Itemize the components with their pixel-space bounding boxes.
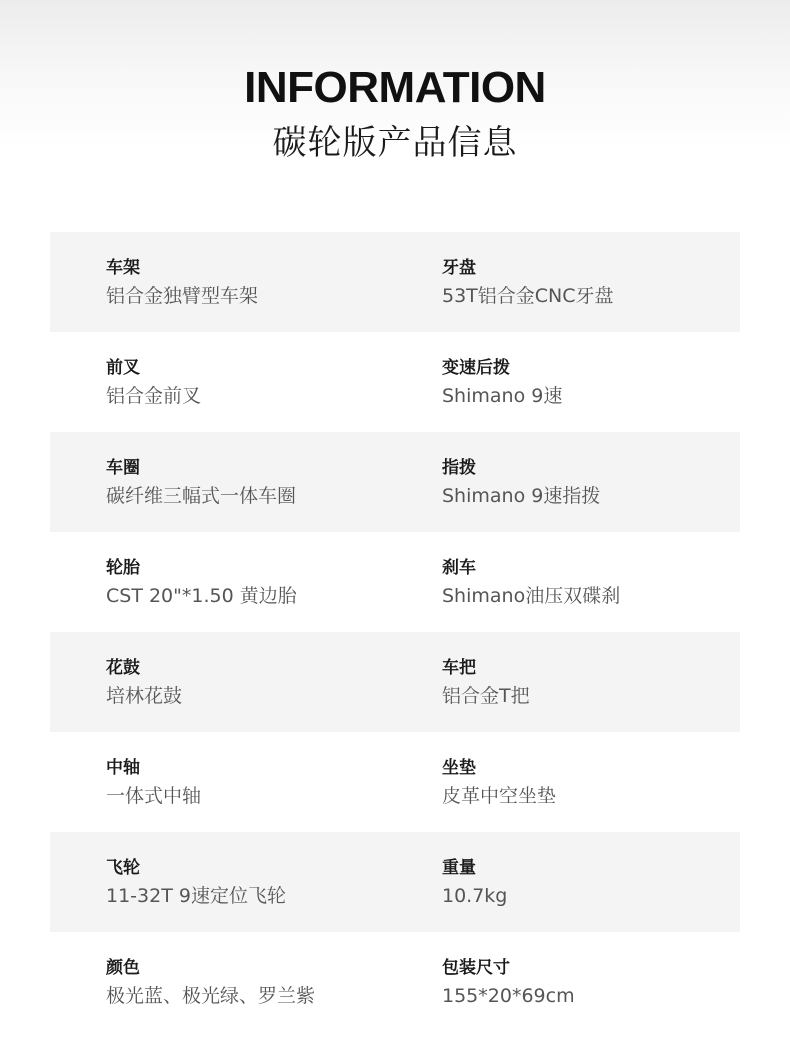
spec-label: 颜色 — [106, 958, 140, 978]
spec-label: 重量 — [442, 858, 476, 878]
spec-label: 牙盘 — [442, 258, 476, 278]
spec-cell — [442, 532, 732, 632]
spec-label: 坐垫 — [442, 758, 476, 778]
spec-row — [50, 632, 740, 732]
spec-value: 10.7kg — [442, 885, 508, 907]
spec-value: 11-32T 9速定位飞轮 — [106, 885, 286, 907]
spec-value: 碳纤维三幅式一体车圈 — [106, 485, 297, 507]
spec-value: Shimano 9速指拨 — [442, 485, 601, 507]
spec-value: 铝合金前叉 — [106, 385, 202, 407]
spec-row — [50, 232, 740, 332]
page-header — [0, 0, 790, 232]
spec-value: 培林花鼓 — [106, 685, 183, 707]
spec-label: 飞轮 — [106, 858, 140, 878]
spec-label: 车圈 — [106, 458, 140, 478]
spec-label: 变速后拨 — [442, 358, 510, 378]
spec-label: 前叉 — [106, 358, 140, 378]
spec-label: 花鼓 — [106, 658, 140, 678]
spec-cell — [106, 832, 426, 932]
spec-row — [50, 932, 740, 1032]
spec-value: 铝合金T把 — [442, 685, 530, 707]
spec-cell — [106, 532, 426, 632]
spec-label: 车架 — [106, 258, 140, 278]
spec-row — [50, 332, 740, 432]
spec-value: 一体式中轴 — [106, 785, 202, 807]
spec-value: 皮革中空坐垫 — [442, 785, 557, 807]
spec-cell — [106, 932, 426, 1032]
spec-value: 极光蓝、极光绿、罗兰紫 — [106, 985, 316, 1007]
spec-label: 中轴 — [106, 758, 140, 778]
spec-cell — [106, 332, 426, 432]
spec-value: 铝合金独臂型车架 — [106, 285, 259, 307]
spec-label: 轮胎 — [106, 558, 140, 578]
spec-cell — [442, 932, 732, 1032]
spec-cell — [442, 432, 732, 532]
spec-row — [50, 832, 740, 932]
spec-cell — [442, 632, 732, 732]
page-title-english: INFORMATION — [244, 63, 546, 112]
spec-label: 包装尺寸 — [442, 958, 510, 978]
spec-cell — [442, 232, 732, 332]
spec-value: 53T铝合金CNC牙盘 — [442, 285, 614, 307]
spec-value: CST 20"*1.50 黄边胎 — [106, 585, 297, 607]
spec-row — [50, 732, 740, 832]
spec-label: 刹车 — [442, 558, 476, 578]
spec-cell — [106, 632, 426, 732]
spec-cell — [106, 732, 426, 832]
spec-cell — [442, 732, 732, 832]
spec-value: Shimano 9速 — [442, 385, 563, 407]
page-title-chinese: 碳轮版产品信息 — [272, 123, 518, 163]
spec-row — [50, 432, 740, 532]
spec-row — [50, 532, 740, 632]
spec-label: 车把 — [442, 658, 476, 678]
spec-table — [50, 232, 740, 1032]
spec-value: Shimano油压双碟刹 — [442, 585, 621, 607]
spec-cell — [106, 232, 426, 332]
spec-value: 155*20*69cm — [442, 985, 575, 1007]
spec-label: 指拨 — [442, 458, 476, 478]
spec-cell — [442, 832, 732, 932]
spec-cell — [442, 332, 732, 432]
spec-cell — [106, 432, 426, 532]
